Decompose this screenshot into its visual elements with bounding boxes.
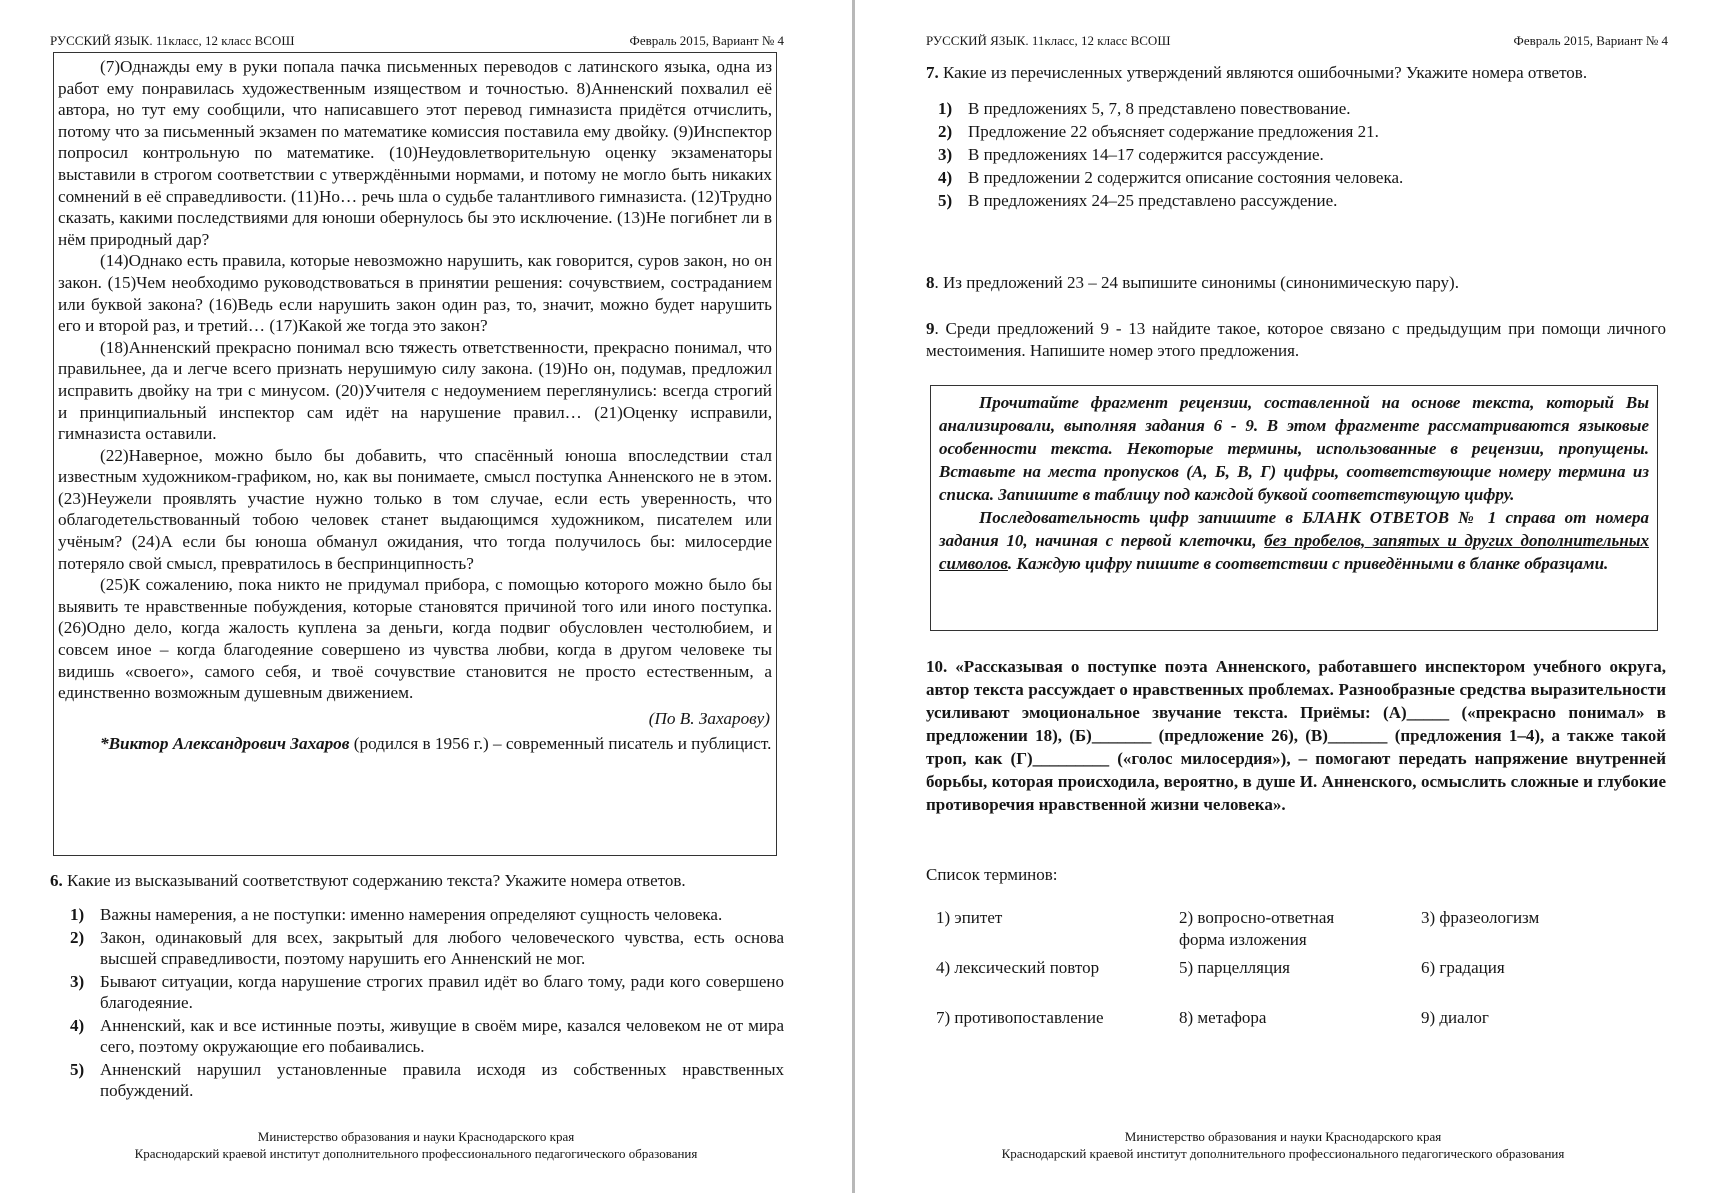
question-6-title [50, 870, 784, 892]
instructions-paragraph [939, 506, 1649, 575]
question-7 [926, 62, 1666, 213]
page-header-subject: РУССКИЙ ЯЗЫК. 11класс, 12 класс ВСОШ [926, 33, 1171, 48]
text-paragraph: (14)Однако есть правила, которые невозможно нарушить, как говорится, суров закон, но он закон. (15)Чем необходимо руководствоваться в принятии решения: сочувствием, состраданием или буквой закона? (16)Ведь если нарушить закон один раз, то, значит, можно будет нарушить его и второй раз, и третий… (17)Какой же тогда это закон? [58, 251, 772, 336]
question-9 [926, 318, 1666, 362]
page-header-subject: РУССКИЙ ЯЗЫК. 11класс, 12 класс ВСОШ [50, 33, 295, 48]
option-text: Анненский, как и все истинные поэты, живущие в своём мире, казался человеком не от мира сего, поэтому окружающие его побаивались. [100, 1016, 784, 1056]
text-author: (По В. Захарову) [648, 708, 770, 728]
question-7-number: 7. [926, 63, 939, 82]
text-paragraph: (18)Анненский прекрасно понимал всю тяжесть ответственности, прекрасно понимал, что правильнее, да и легче всего признать нерушимую силу закона. (19)Но он, подумав, предложил исправить двойку на три с минусом. (20)Учителя с недоумением переглянулись: всегда строгий и принципиальный инспектор сам идёт на нарушение правил… (21)Оценку исправили, гимназиста оставили. [58, 337, 772, 444]
question-6-options [50, 904, 784, 1101]
option-number: 2) [70, 928, 85, 947]
answer-option [50, 904, 784, 925]
answer-option [918, 167, 1666, 189]
term-item: 6) градация [1421, 958, 1505, 977]
right-page [856, 0, 1710, 1193]
question-7-text: Какие из перечисленных утверждений являются ошибочными? Укажите номера ответов. [938, 63, 1588, 82]
option-text: Важны намерения, а не поступки: именно намерения определяют сущность человека. [100, 905, 723, 924]
answer-option [918, 190, 1666, 212]
page-header-variant: Февраль 2015, Вариант № 4 [1513, 33, 1668, 48]
term-item: 9) диалог [1421, 1008, 1489, 1027]
option-number: 2) [938, 122, 953, 141]
footer-institute: Краснодарский краевой институт дополнительного профессионального педагогического образования [134, 1146, 698, 1161]
page-divider [852, 0, 855, 1193]
footer-institute: Краснодарский краевой институт дополнительного профессионального педагогического образования [1001, 1146, 1565, 1161]
term-item: 1) эпитет [936, 908, 1003, 927]
question-8 [926, 272, 1666, 294]
option-number: 5) [938, 191, 953, 210]
text-paragraph: (22)Наверное, можно было бы добавить, что спасённый юноша впоследствии стал известным художником-графиком, но, как вы понимаете, смысл поступка Анненского не в этом. (23)Неужели проявлять участие нужно только в том случае, если есть уверенность, что облагодетельствованный тобою человек станет выдающимся художником, писателем или учёным? (24)А если бы юноша обманул ожидания, что тогда получилось бы: милосердие потеряло свой смысл, превратилось в беспринципность? [58, 445, 772, 573]
source-text-box [53, 52, 777, 856]
footer-ministry: Министерство образования и науки Краснодарского края [257, 1129, 575, 1144]
footer-ministry: Министерство образования и науки Краснодарского края [1124, 1129, 1442, 1144]
question-10 [926, 655, 1666, 816]
answer-option [918, 98, 1666, 120]
text-paragraph: (25)К сожалению, пока никто не придумал прибора, с помощью которого можно было бы выявить те нравственные побуждения, которые становятся причиной того или иного поступка. (26)Одно дело, когда жалость куплена за деньги, когда подвиг обусловлен честолюбием, и совсем иное – когда благодеяние совершено из чувства любви, когда в другом человеке ты видишь «своего», самого себя, и твоё сочувствие становится не просто естественным, а единственно возможным душевным движением. [58, 575, 772, 703]
page-footer [0, 1128, 832, 1162]
author-note [58, 733, 772, 755]
question-6-number: 6. [50, 871, 63, 890]
option-number: 1) [938, 99, 953, 118]
option-text: В предложениях 24–25 представлено рассуждение. [968, 191, 1338, 210]
answer-option [918, 144, 1666, 166]
answer-option [918, 121, 1666, 143]
answer-option [50, 927, 784, 969]
instructions-paragraph: Прочитайте фрагмент рецензии, составленной на основе текста, который Вы анализировали, выполняя задания 6 - 9. В этом фрагменте рассматриваются языковые особенности текста. Некоторые термины, использованные в рецензии, пропущены. Вставьте на места пропусков (А, Б, В, Г) цифры, соответствующие номеру термина из списка. Запишите в таблицу под каждой буквой соответствующую цифру. [939, 393, 1649, 504]
option-number: 3) [70, 972, 85, 991]
option-text: В предложениях 5, 7, 8 представлено повествование. [968, 99, 1351, 118]
answer-option [50, 1059, 784, 1101]
author-note-text: (родился в 1956 г.) – современный писатель и публицист. [349, 734, 772, 754]
term-item: 8) метафора [1179, 1008, 1267, 1027]
answer-option [50, 1015, 784, 1057]
term-item: 4) лексический повтор [936, 958, 1100, 977]
terms-list-title: Список терминов: [926, 865, 1058, 884]
page-header-variant: Февраль 2015, Вариант № 4 [629, 33, 784, 48]
term-item: 5) парцелляция [1179, 958, 1290, 977]
text-paragraph: (7)Однажды ему в руки попала пачка письменных переводов с латинского языка, одна из работ ему понравилась художественным изяществом и точностью. 8)Анненский похвалил её автора, но тут ему сообщили, что написавшего этот перевод гимназиста придётся отчислить, потому что за письменный экзамен по математике комиссия поставила ему двойку. (9)Инспектор попросил контрольную по математике. (10)Неудовлетворительную оценку экзаменаторы выставили в строгом соответствии с утверждёнными нормами, и потому не могло быть никаких сомнений в её справедливости. (11)Но… речь шла о судьбе талантливого гимназиста. (12)Трудно сказать, какими последствиями для юноши обернулось бы это исключение. (13)Не погибнет ли в нём природный дар? [58, 57, 772, 249]
question-9-text: . Среди предложений 9 - 13 найдите такое, которое связано с предыдущим при помощи личного местоимения. Напишите номер этого предложения. [926, 319, 1666, 360]
question-9-number: 9 [926, 319, 935, 338]
question-7-title [926, 62, 1666, 84]
question-8-number: 8 [926, 273, 935, 292]
option-number: 3) [938, 145, 953, 164]
instructions-text: Последовательность цифр запишите в БЛАНК ОТВЕТОВ № 1 справа от номера задания 10, начиная с первой клеточки, [939, 508, 1649, 550]
option-text: Предложение 22 объясняет содержание предложения 21. [968, 122, 1379, 141]
question-8-title [926, 272, 1666, 294]
question-10-text: 10. «Рассказывая о поступке поэта Анненского, работавшего инспектором учебного округа, автор текста рассуждает о нравственных проблемах. Разнообразные средства выразительности усиливают эмоциональное звучание текста. Приёмы: (А)_____ («прекрасно понимал» в предложении 18), (Б)_______ (предложение 26), (В)_______ (предложения 1–4), а также такой троп, как (Г)_________ («голос милосердия»), – помогают передать напряжение внутренней борьбы, которая происходила, вероятно, в душе И. Анненского, осмыслить сложные и глубокие противоречия нравственной жизни человека». [926, 657, 1666, 814]
option-text: В предложениях 14–17 содержится рассуждение. [968, 145, 1324, 164]
question-7-options [918, 98, 1666, 212]
answer-option [50, 971, 784, 1013]
question-8-text: . Из предложений 23 – 24 выпишите синонимы (синонимическую пару). [934, 273, 1459, 292]
term-item: 7) противопоставление [936, 1008, 1104, 1027]
instructions-box [930, 385, 1658, 631]
term-item: 3) фразеологизм [1421, 908, 1540, 927]
option-number: 5) [70, 1060, 85, 1079]
option-text: В предложении 2 содержится описание состояния человека. [968, 168, 1404, 187]
instructions-underlined-text: без пробелов, запятых и других дополнительных символов [939, 531, 1649, 573]
question-9-title [926, 318, 1666, 362]
option-text: Бывают ситуации, когда нарушение строгих правил идёт во благо тому, ради кого совершено благодеяние. [100, 972, 784, 1012]
author-note-name: *Виктор Александрович Захаров [100, 734, 350, 754]
question-6 [50, 870, 784, 1103]
option-number: 1) [70, 905, 85, 924]
option-number: 4) [70, 1016, 85, 1035]
option-text: Закон, одинаковый для всех, закрытый для любого человеческого чувства, есть основа высшей справедливости, поэтому нарушить его Анненский не мог. [100, 928, 784, 968]
option-number: 4) [938, 168, 953, 187]
left-page [0, 0, 852, 1193]
term-item: 2) вопросно-ответная форма изложения [1179, 908, 1335, 949]
option-text: Анненский нарушил установленные правила исходя из собственных нравственных побуждений. [100, 1060, 784, 1100]
question-6-text: Какие из высказываний соответствуют содержанию текста? Укажите номера ответов. [67, 871, 686, 890]
page-footer [856, 1128, 1710, 1162]
instructions-text: . Каждую цифру пишите в соответствии с приведёнными в бланке образцами. [1007, 554, 1609, 573]
